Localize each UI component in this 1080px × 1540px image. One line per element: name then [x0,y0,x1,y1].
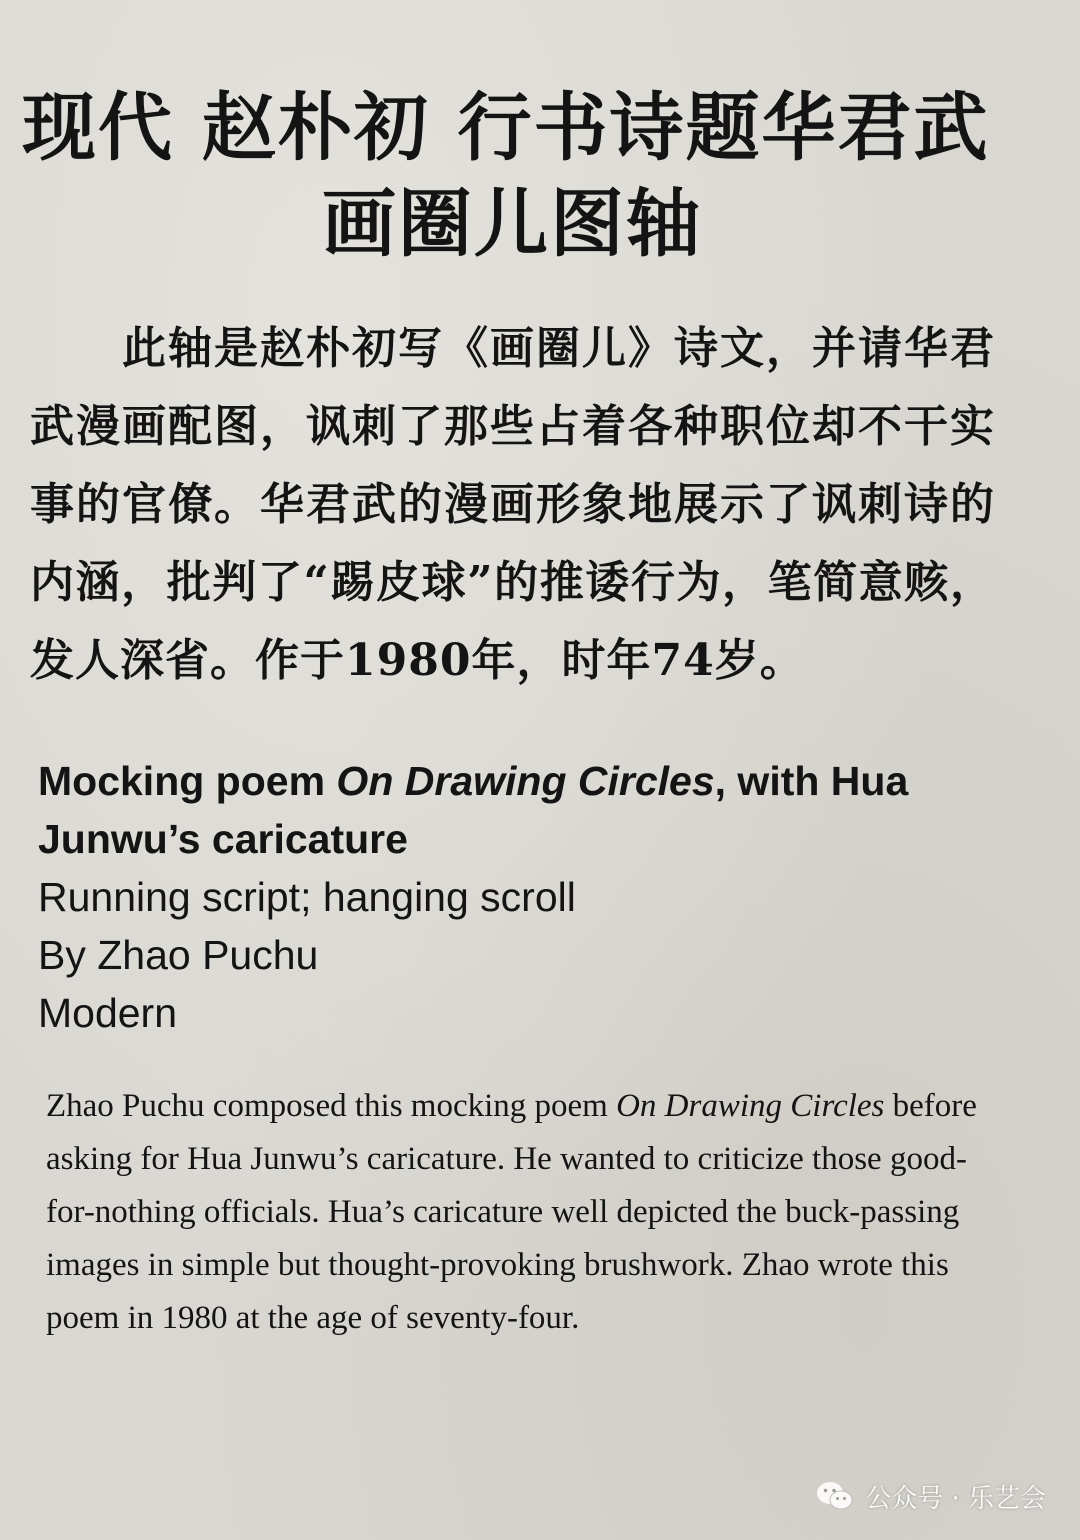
english-title [38,752,998,868]
watermark-text: 公众号 · 乐艺会 [865,1483,1046,1514]
english-artist: By Zhao Puchu [38,932,319,978]
watermark [815,1476,1046,1516]
chinese-description: 此轴是赵朴初写《画圈儿》诗文，并请华君武漫画配图，讽刺了那些占着各种职位却不干实事的官僚。华君武的漫画形象地展示了讽刺诗的内涵，批判了“踢皮球”的推诿行为，笔简意赅，发人深省。作于1980年，时年74岁。 [30,323,995,686]
english-description-lead: Zhao Puchu composed this mocking poem [46,1088,617,1124]
english-description [46,1080,986,1345]
chinese-title-line-2: 画圈儿图轴 [322,181,702,267]
chinese-title-line-1: 现代 赵朴初 行书诗题华君武 [22,85,990,171]
english-description-tail: before asking for Hua Junwu’s caricature. He wanted to criticize those good-for-nothing officials. Hua’s caricature well depicted the buck-passing images in simple but thought-provoking brushwork. Zhao wrote this poem in 1980 at the age of seventy-four. [46,1088,977,1336]
chinese-title [22,80,1022,272]
english-title-tail: , with Hua Junwu’s caricature [38,758,909,862]
wechat-icon [815,1480,855,1512]
english-description-work-name: On Drawing Circles [616,1088,885,1124]
english-caption [38,752,998,1042]
english-title-work-name: On Drawing Circles [336,758,715,804]
english-period: Modern [38,990,178,1036]
english-medium: Running script; hanging scroll [38,874,576,920]
english-title-lead: Mocking poem [38,758,337,804]
